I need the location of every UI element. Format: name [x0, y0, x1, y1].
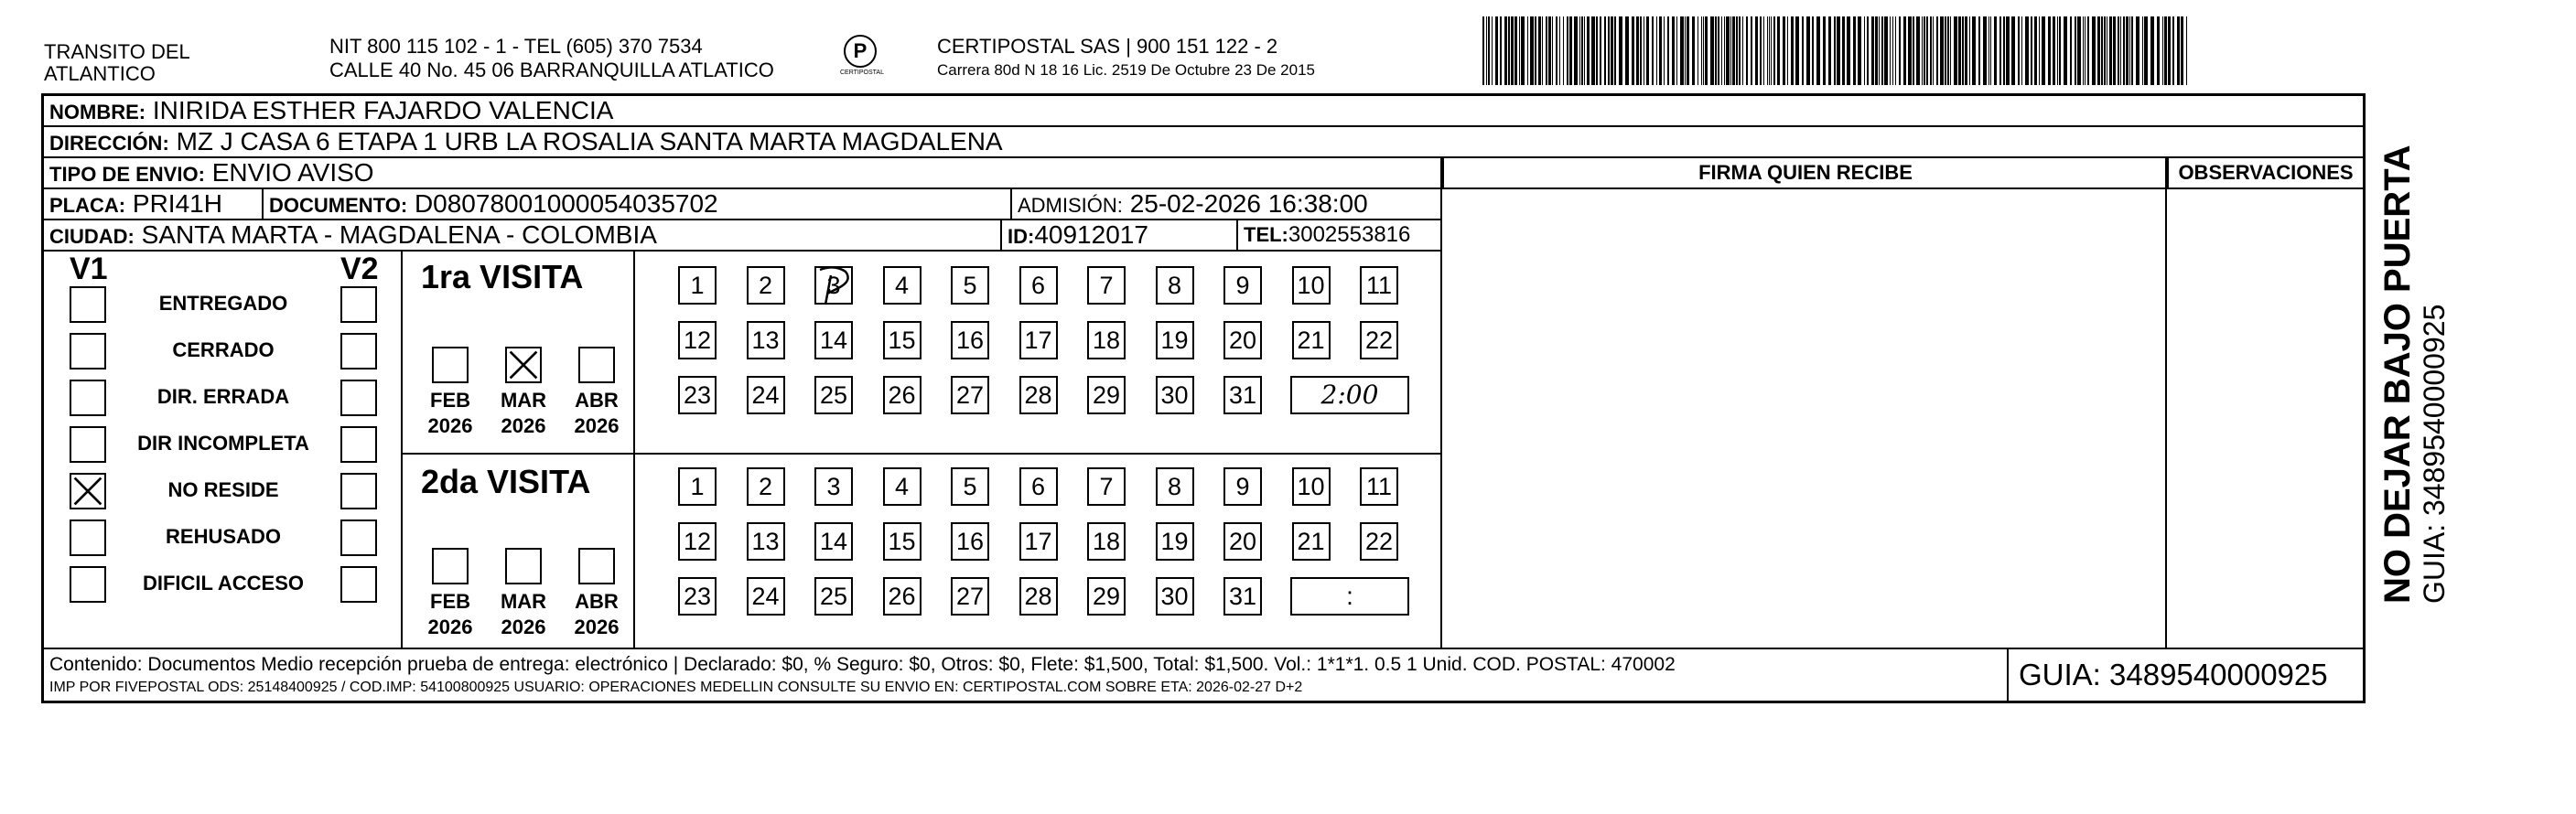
v2-checkbox-5[interactable] [340, 519, 377, 556]
org-name-line1: TRANSITO DEL [44, 40, 190, 63]
visit2-year-label: 2026 [574, 616, 620, 638]
shipment-type: ENVIO AVISO [211, 158, 374, 187]
visit1-day-20[interactable]: 20 [1223, 321, 1262, 359]
certipostal-logo: P CERTIPOSTAL [840, 35, 880, 82]
document-value: D08078001000054035702 [414, 189, 718, 218]
visit1-month-label: FEB [430, 389, 470, 412]
admission-label: ADMISIÓN: [1018, 194, 1123, 217]
visit2-day-1[interactable]: 1 [678, 467, 717, 506]
visit2-day-13[interactable]: 13 [747, 522, 785, 561]
admission-value: 25-02-2026 16:38:00 [1129, 189, 1368, 218]
visit2-month-label: FEB [430, 590, 470, 613]
v2-checkbox-0[interactable] [340, 286, 377, 323]
type-label: TIPO DE ENVIO: [49, 163, 205, 186]
status-label: DIFICIL ACCESO [142, 572, 304, 594]
visit1-day-6[interactable]: 6 [1019, 266, 1058, 305]
row-address [44, 127, 2363, 158]
visit1-day-12[interactable]: 12 [678, 321, 717, 359]
visit2-year-label: 2026 [501, 616, 546, 638]
visit2-day-21[interactable]: 21 [1292, 522, 1331, 561]
status-label: CERRADO [172, 338, 275, 361]
address-label: DIRECCIÓN: [49, 132, 169, 155]
id-label: ID: [1008, 225, 1035, 248]
visit2-day-3[interactable]: 3 [814, 467, 853, 506]
visit2-month-label: MAR [500, 590, 547, 613]
visit1-day-5[interactable]: 5 [951, 266, 989, 305]
row-city [44, 220, 1442, 252]
visit1-day-25[interactable]: 25 [814, 376, 853, 414]
visit2-month-checkbox-1[interactable] [505, 548, 542, 584]
visit1-year-label: 2026 [501, 414, 546, 437]
city-label: CIUDAD: [49, 225, 135, 248]
v1-checkbox-1[interactable] [70, 333, 106, 370]
visit2-day-23[interactable]: 23 [678, 577, 717, 616]
visit1-day-1[interactable]: 1 [678, 266, 717, 305]
visit1-day-16[interactable]: 16 [951, 321, 989, 359]
visit1-day-22[interactable]: 22 [1360, 321, 1398, 359]
visit1-day-4[interactable]: 4 [883, 266, 922, 305]
visit2-day-22[interactable]: 22 [1360, 522, 1398, 561]
visit1-day-31[interactable]: 31 [1223, 376, 1262, 414]
observations-header: OBSERVACIONES [2167, 158, 2363, 187]
v1-checkbox-5[interactable] [70, 519, 106, 556]
visit1-day-15[interactable]: 15 [883, 321, 922, 359]
visit1-title: 1ra VISITA [421, 258, 584, 295]
visit1-day-2[interactable]: 2 [747, 266, 785, 305]
visit1-day-30[interactable]: 30 [1156, 376, 1194, 414]
visit2-month-label: ABR [575, 590, 619, 613]
visit1-day-18[interactable]: 18 [1087, 321, 1126, 359]
visit2-day-31[interactable]: 31 [1223, 577, 1262, 616]
visit1-day-8[interactable]: 8 [1156, 266, 1194, 305]
footer-guia: GUIA: 3489540000925 [2019, 658, 2328, 691]
visit2-day-30[interactable]: 30 [1156, 577, 1194, 616]
visit1-month-label: ABR [575, 389, 619, 412]
visit1-day-19[interactable]: 19 [1156, 321, 1194, 359]
visit2-time-box[interactable]: : [1290, 577, 1409, 616]
plate-value: PRI41H [132, 189, 222, 218]
visit2-day-28[interactable]: 28 [1019, 577, 1058, 616]
visit1-day-7[interactable]: 7 [1087, 266, 1126, 305]
visit1-year-label: 2026 [427, 414, 473, 437]
row-name [44, 96, 2363, 127]
visit1-day-11[interactable]: 11 [1360, 266, 1398, 305]
plate-label: PLACA: [49, 194, 126, 217]
v2-checkbox-3[interactable] [340, 426, 377, 463]
side-guia: GUIA: 3489540000925 [2418, 304, 2451, 604]
visit2-day-5[interactable]: 5 [951, 467, 989, 506]
visit2-day-11[interactable]: 11 [1360, 467, 1398, 506]
v1-checkbox-0[interactable] [70, 286, 106, 323]
visit2-day-4[interactable]: 4 [883, 467, 922, 506]
visit1-month-label: MAR [500, 389, 547, 412]
visit2-day-7[interactable]: 7 [1087, 467, 1126, 506]
visit2-day-12[interactable]: 12 [678, 522, 717, 561]
imp-line: IMP POR FIVEPOSTAL ODS: 25148400925 / COD.IMP: 54100800925 USUARIO: OPERACIONES MEDELLIN CONSULTE SU ENVIO EN: CERTIPOSTAL.COM SOBRE ETA: 2026-02-27 D+2 [49, 680, 1303, 695]
visit2-day-25[interactable]: 25 [814, 577, 853, 616]
visit2-day-19[interactable]: 19 [1156, 522, 1194, 561]
visit2-day-29[interactable]: 29 [1087, 577, 1126, 616]
visit2-day-26[interactable]: 26 [883, 577, 922, 616]
visit2-day-18[interactable]: 18 [1087, 522, 1126, 561]
visit2-title: 2da VISITA [421, 463, 591, 500]
recipient-address: MZ J CASA 6 ETAPA 1 URB LA ROSALIA SANTA MARTA MAGDALENA [176, 127, 1003, 155]
document-label: DOCUMENTO: [269, 194, 408, 217]
id-value: 40912017 [1034, 220, 1148, 249]
v2-header: V2 [340, 252, 379, 286]
visit2-day-17[interactable]: 17 [1019, 522, 1058, 561]
visit1-day-10[interactable]: 10 [1292, 266, 1331, 305]
status-label: DIR INCOMPLETA [137, 432, 309, 455]
visit1-day-27[interactable]: 27 [951, 376, 989, 414]
v1-header: V1 [70, 252, 108, 286]
v2-checkbox-2[interactable] [340, 380, 377, 416]
name-label: NOMBRE: [49, 101, 146, 123]
v2-checkbox-6[interactable] [340, 566, 377, 603]
visit1-day-28[interactable]: 28 [1019, 376, 1058, 414]
tel-label: TEL: [1244, 223, 1288, 246]
visit1-day-26[interactable]: 26 [883, 376, 922, 414]
v2-checkbox-4[interactable] [340, 473, 377, 509]
visit1-day-24[interactable]: 24 [747, 376, 785, 414]
visit1-day-21[interactable]: 21 [1292, 321, 1331, 359]
visit2-day-14[interactable]: 14 [814, 522, 853, 561]
company-line: CERTIPOSTAL SAS | 900 151 122 - 2 [937, 35, 1278, 58]
visit1-day-14[interactable]: 14 [814, 321, 853, 359]
visit2-day-20[interactable]: 20 [1223, 522, 1262, 561]
v1-checkbox-3[interactable] [70, 426, 106, 463]
visit1-day-9[interactable]: 9 [1223, 266, 1262, 305]
visit2-month-checkbox-2[interactable] [578, 548, 615, 584]
visit2-day-24[interactable]: 24 [747, 577, 785, 616]
visit2-day-16[interactable]: 16 [951, 522, 989, 561]
nit-line: NIT 800 115 102 - 1 - TEL (605) 370 7534 [329, 35, 703, 58]
visit2-day-6[interactable]: 6 [1019, 467, 1058, 506]
visit1-day-3[interactable]: 3 [814, 266, 853, 305]
status-label: DIR. ERRADA [156, 385, 290, 408]
side-warning: NO DEJAR BAJO PUERTA [2377, 145, 2418, 604]
visit1-year-label: 2026 [574, 414, 620, 437]
side-text [2377, 145, 2451, 604]
visit1-day-13[interactable]: 13 [747, 321, 785, 359]
visit2-day-2[interactable]: 2 [747, 467, 785, 506]
visit1-month-checkbox-2[interactable] [578, 347, 615, 383]
v1-checkbox-4[interactable] [70, 473, 106, 509]
logo-text: CERTIPOSTAL [840, 70, 884, 76]
visit2-year-label: 2026 [427, 616, 473, 638]
visit2-day-9[interactable]: 9 [1223, 467, 1262, 506]
visit1-day-23[interactable]: 23 [678, 376, 717, 414]
signature-header: FIRMA QUIEN RECIBE [1442, 158, 2167, 187]
barcode [1482, 16, 2187, 85]
visit2-day-27[interactable]: 27 [951, 577, 989, 616]
visit1-time-box[interactable]: 2:00 [1290, 376, 1409, 414]
visit1-day-17[interactable]: 17 [1019, 321, 1058, 359]
row-type [44, 158, 2363, 189]
status-label: REHUSADO [166, 525, 281, 548]
visit1-month-checkbox-0[interactable] [432, 347, 469, 383]
address-line: CALLE 40 No. 45 06 BARRANQUILLA ATLATICO [329, 59, 774, 81]
license-line: Carrera 80d N 18 16 Lic. 2519 De Octubre 23 De 2015 [937, 61, 1315, 79]
recipient-name: INIRIDA ESTHER FAJARDO VALENCIA [152, 96, 614, 124]
visit2-day-15[interactable]: 15 [883, 522, 922, 561]
delivery-form [41, 93, 2366, 703]
visit1-month-checkbox-1[interactable] [505, 347, 542, 383]
org-name-line2: ATLANTICO [44, 62, 156, 85]
visit2-day-10[interactable]: 10 [1292, 467, 1331, 506]
visit2-day-8[interactable]: 8 [1156, 467, 1194, 506]
tel-value: 3002553816 [1288, 222, 1411, 247]
city-value: SANTA MARTA - MAGDALENA - COLOMBIA [141, 220, 657, 249]
contents-line: Contenido: Documentos Medio recepción prueba de entrega: electrónico | Declarado: $0, % Seguro: $0, Otros: $0, Flete: $1,500, Total: $1,500. Vol.: 1*1*1. 0.5 1 Unid. COD. POSTAL: 470002 [49, 654, 1676, 675]
status-label: NO RESIDE [167, 478, 279, 501]
v1-checkbox-2[interactable] [70, 380, 106, 416]
v2-checkbox-1[interactable] [340, 333, 377, 370]
visit1-day-29[interactable]: 29 [1087, 376, 1126, 414]
row-plate [44, 189, 1442, 220]
v1-checkbox-6[interactable] [70, 566, 106, 603]
visit2-month-checkbox-0[interactable] [432, 548, 469, 584]
status-label: ENTREGADO [158, 292, 288, 315]
